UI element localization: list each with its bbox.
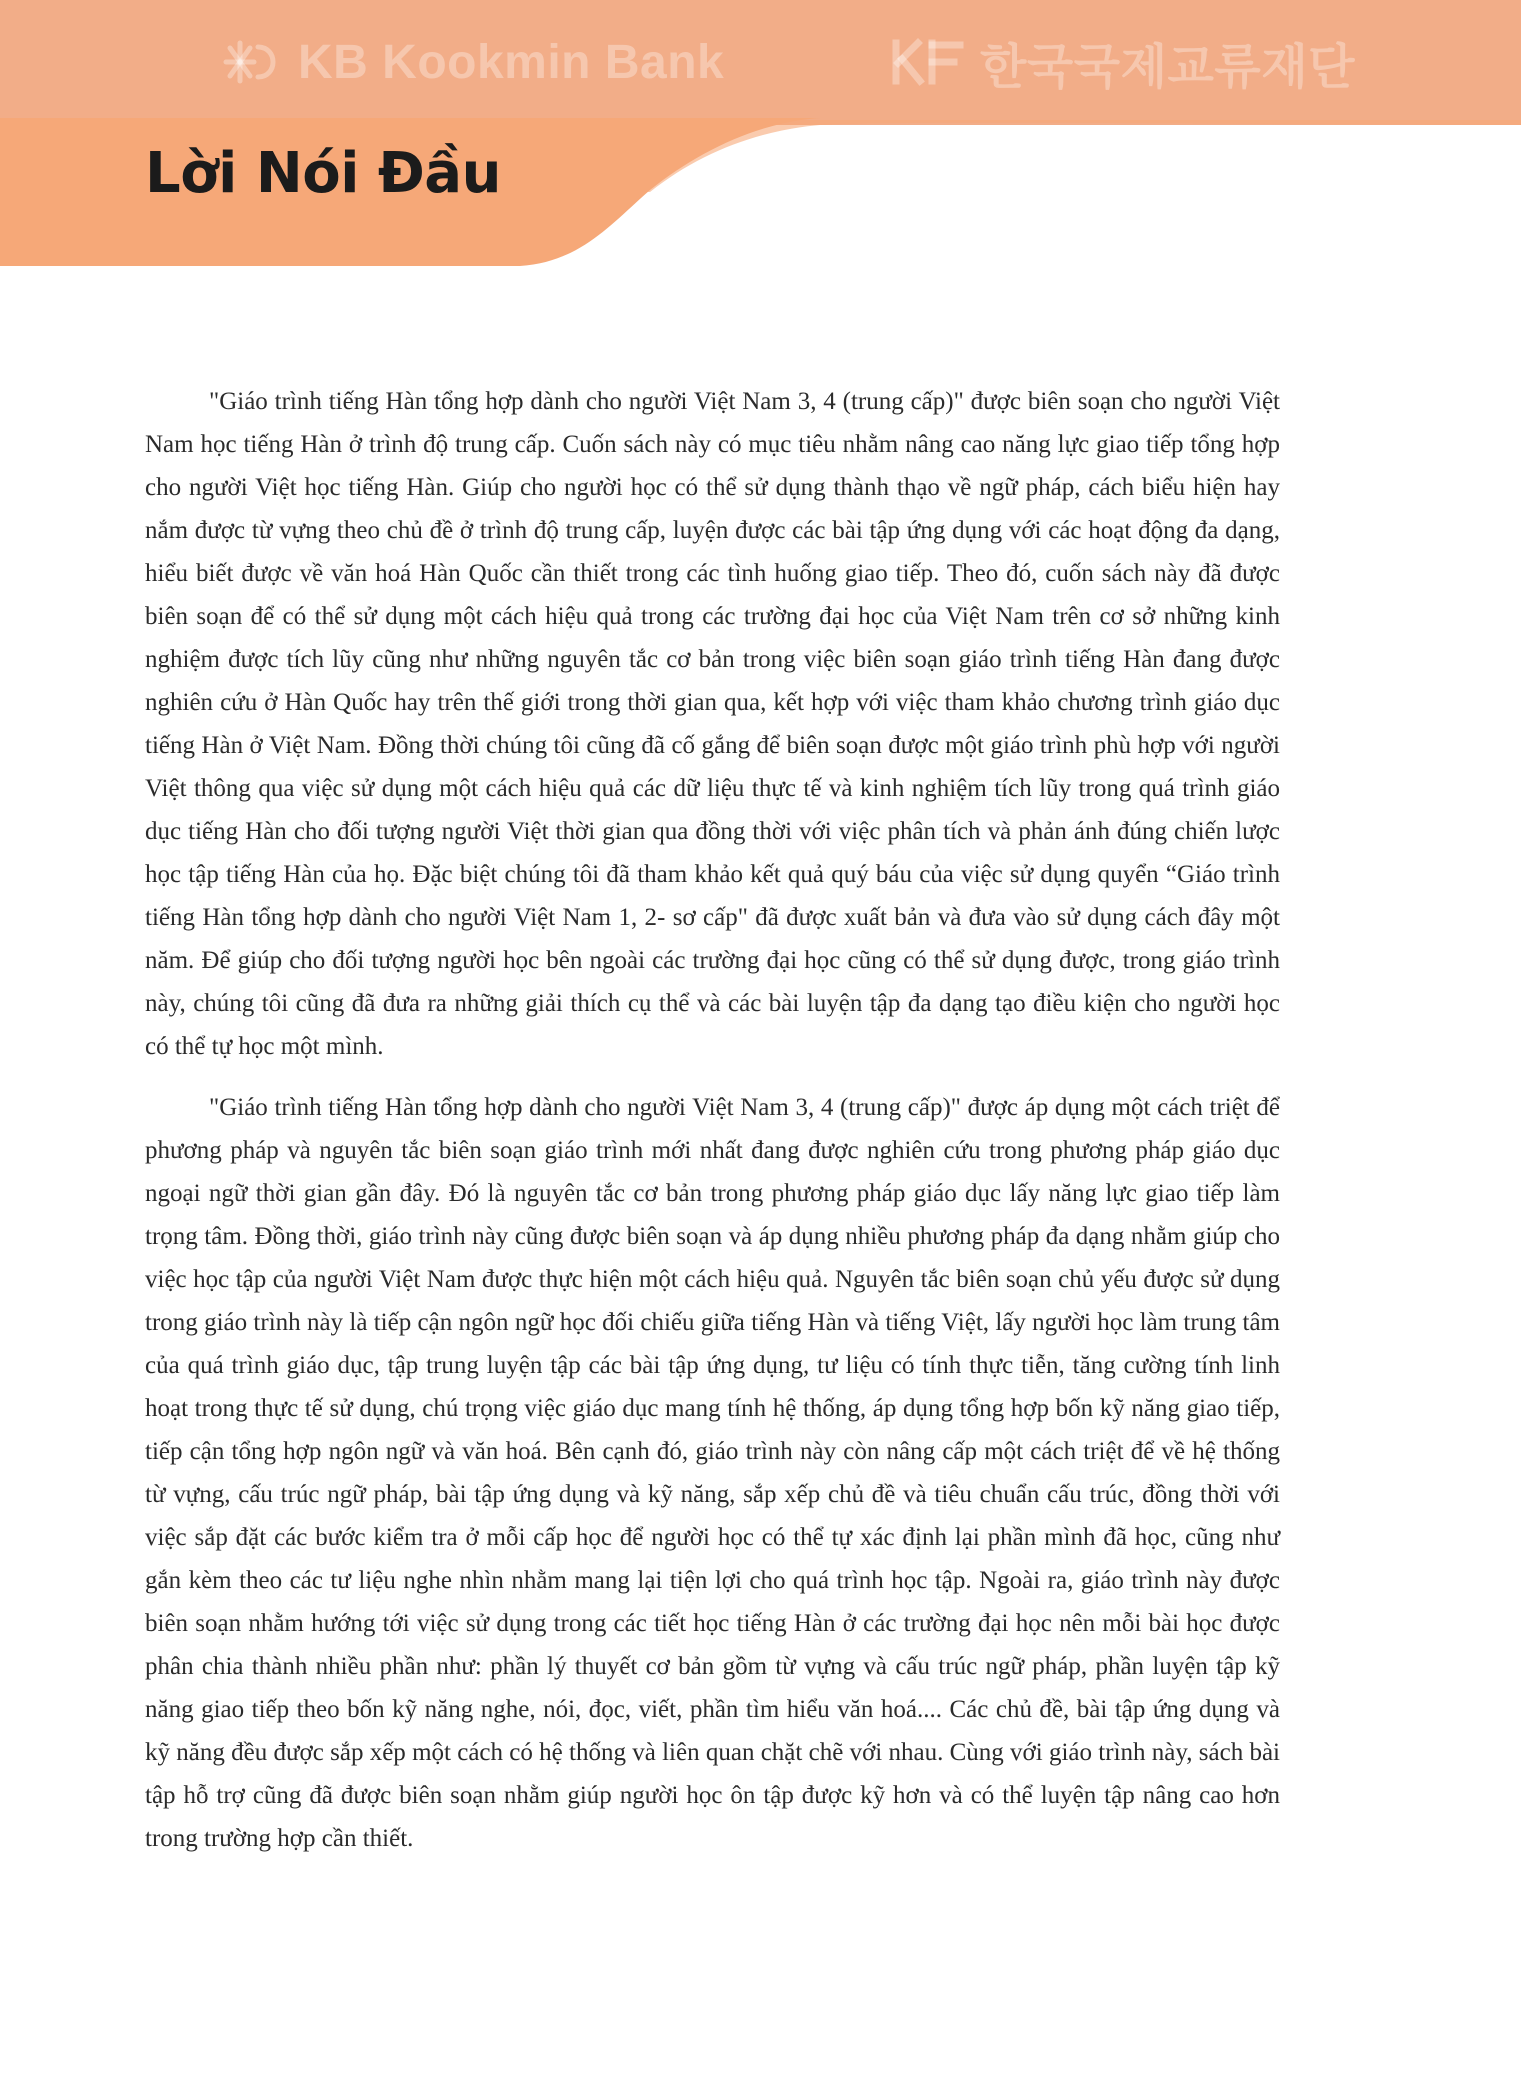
page-title: Lời Nói Đầu [145,141,501,206]
preface-body [145,380,1280,1878]
preface-paragraph-2: "Giáo trình tiếng Hàn tổng hợp dành cho người Việt Nam 3, 4 (trung cấp)" được áp dụng một cách triệt để phương pháp và nguyên tắc biên soạn giáo trình mới nhất đang được nghiên cứu trong phương pháp giáo dục ngoại ngữ thời gian gần đây. Đó là nguyên tắc cơ bản trong phương pháp giáo dục lấy năng lực giao tiếp làm trọng tâm. Đồng thời, giáo trình này cũng được biên soạn và áp dụng nhiều phương pháp đa dạng nhằm giúp cho việc học tập của người Việt Nam được thực hiện một cách hiệu quả. Nguyên tắc biên soạn chủ yếu được sử dụng trong giáo trình này là tiếp cận ngôn ngữ học đối chiếu giữa tiếng Hàn và tiếng Việt, lấy người học làm trung tâm của quá trình giáo dục, tập trung luyện tập các bài tập ứng dụng, tư liệu có tính thực tiễn, tăng cường tính linh hoạt trong thực tế sử dụng, chú trọng việc giáo dục mang tính hệ thống, áp dụng tổng hợp bốn kỹ năng giao tiếp, tiếp cận tổng hợp ngôn ngữ và văn hoá. Bên cạnh đó, giáo trình này còn nâng cấp một cách triệt để về hệ thống từ vựng, cấu trúc ngữ pháp, bài tập ứng dụng và kỹ năng, sắp xếp chủ đề và tiêu chuẩn cấu trúc, đồng thời với việc sắp đặt các bước kiểm tra ở mỗi cấp học để người học có thể tự xác định lại phần mình đã học, cũng như gắn kèm theo các tư liệu nghe nhìn nhằm mang lại tiện lợi cho quá trình học tập. Ngoài ra, giáo trình này được biên soạn nhằm hướng tới việc sử dụng trong các tiết học tiếng Hàn ở các trường đại học nên mỗi bài học được phân chia thành nhiều phần như: phần lý thuyết cơ bản gồm từ vựng và cấu trúc ngữ pháp, phần luyện tập kỹ năng giao tiếp theo bốn kỹ năng nghe, nói, đọc, viết, phần tìm hiểu văn hoá.... Các chủ đề, bài tập ứng dụng và kỹ năng đều được sắp xếp một cách có hệ thống và liên quan chặt chẽ với nhau. Cùng với giáo trình này, sách bài tập hỗ trợ cũng đã được biên soạn nhằm giúp người học ôn tập được kỹ hơn và có thể luyện tập nâng cao hơn trong trường hợp cần thiết. [145,1094,1280,1852]
kb-logo-text: KB Kookmin Bank [298,35,725,89]
kb-kookmin-bank-logo [222,30,724,94]
kf-logo-text: 한국국제교류재단 [980,40,1355,94]
kb-star-icon [222,37,284,87]
preface-paragraph-1: "Giáo trình tiếng Hàn tổng hợp dành cho người Việt Nam 3, 4 (trung cấp)" được biên soạn cho người Việt Nam học tiếng Hàn ở trình độ trung cấp. Cuốn sách này có mục tiêu nhằm nâng cao năng lực giao tiếp tổng hợp cho người Việt học tiếng Hàn. Giúp cho người học có thể sử dụng thành thạo về ngữ pháp, cách biểu hiện hay nắm được từ vựng theo chủ đề ở trình độ trung cấp, luyện được các bài tập ứng dụng với các hoạt động đa dạng, hiểu biết được về văn hoá Hàn Quốc cần thiết trong các tình huống giao tiếp. Theo đó, cuốn sách này đã được biên soạn để có thể sử dụng một cách hiệu quả trong các trường đại học của Việt Nam trên cơ sở những kinh nghiệm được tích lũy cũng như những nguyên tắc cơ bản trong việc biên soạn giáo trình tiếng Hàn đang được nghiên cứu ở Hàn Quốc hay trên thế giới trong thời gian qua, kết hợp với việc tham khảo chương trình giáo dục tiếng Hàn ở Việt Nam. Đồng thời chúng tôi cũng đã cố gắng để biên soạn được một giáo trình phù hợp với người Việt thông qua việc sử dụng một cách hiệu quả các dữ liệu thực tế và kinh nghiệm tích lũy trong quá trình giáo dục tiếng Hàn cho đối tượng người Việt thời gian qua đồng thời với việc phân tích và phản ánh đúng chiến lược học tập tiếng Hàn của họ. Đặc biệt chúng tôi đã tham khảo kết quả quý báu của việc sử dụng quyển “Giáo trình tiếng Hàn tổng hợp dành cho người Việt Nam 1, 2- sơ cấp" đã được xuất bản và đưa vào sử dụng cách đây một năm. Để giúp cho đối tượng người học bên ngoài các trường đại học cũng có thể sử dụng được, trong giáo trình này, chúng tôi cũng đã đưa ra những giải thích cụ thể và các bài luyện tập đa dạng tạo điều kiện cho người học có thể tự học một mình. [145,388,1280,1060]
korea-foundation-logo [888,30,1355,94]
kf-mark-icon [888,37,966,87]
